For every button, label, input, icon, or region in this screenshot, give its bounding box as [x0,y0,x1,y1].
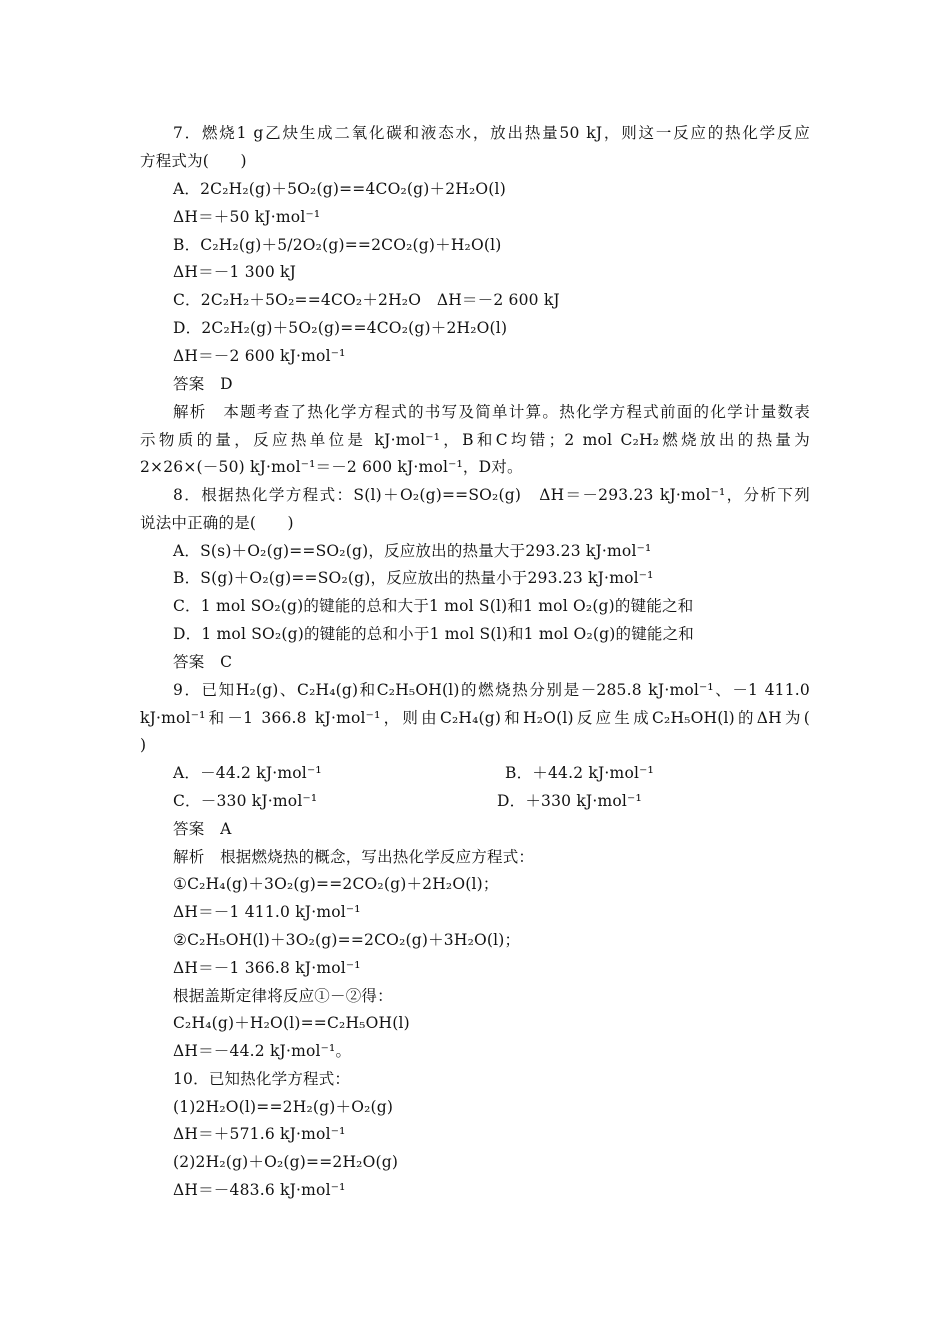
q9-stem-line-1: 9．已知H₂(g)、C₂H₄(g)和C₂H₅OH(l)的燃烧热分别是－285.8 kJ·mol⁻¹、－1 411.0 [173,681,810,699]
q9-equation-1-enthalpy: ΔH＝－1 411.0 kJ·mol⁻¹ [173,903,361,921]
q9-option-c: C．－330 kJ·mol⁻¹ [173,792,318,810]
q7-option-b: B．C₂H₂(g)＋5/2O₂(g)==2CO₂(g)＋H₂O(l) [173,236,502,254]
q7-analysis-line-3: 2×26×(－50) kJ·mol⁻¹＝－2 600 kJ·mol⁻¹，D对。 [140,458,523,476]
q7-stem-line-1: 7．燃烧1 g乙炔生成二氧化碳和液态水，放出热量50 kJ，则这一反应的热化学反应 [173,124,810,142]
q9-equation-2: ②C₂H₅OH(l)＋3O₂(g)==2CO₂(g)＋3H₂O(l)； [173,931,521,949]
q8-option-d: D．1 mol SO₂(g)的键能的总和小于1 mol S(l)和1 mol O₂(g)的键能之和 [173,625,694,643]
q8-option-b: B．S(g)＋O₂(g)==SO₂(g)，反应放出的热量小于293.23 kJ·mol⁻¹ [173,569,654,587]
q9-stem-line-2: kJ·mol⁻¹和－1 366.8 kJ·mol⁻¹，则由C₂H₄(g)和H₂O(l)反应生成C₂H₅OH(l)的ΔH为( [140,709,810,727]
q10-equation-1: (1)2H₂O(l)==2H₂(g)＋O₂(g) [173,1098,394,1116]
q8-option-a: A．S(s)＋O₂(g)==SO₂(g)，反应放出的热量大于293.23 kJ·mol⁻¹ [173,542,652,560]
q7-analysis-line-2: 示物质的量，反应热单位是 kJ·mol⁻¹，B和C均错；2 mol C₂H₂燃烧放出的热量为 [140,431,810,449]
q7-option-d: D．2C₂H₂(g)＋5O₂(g)==4CO₂(g)＋2H₂O(l) [173,319,508,337]
q7-option-a-enthalpy: ΔH＝＋50 kJ·mol⁻¹ [173,208,321,226]
q9-hess-law: 根据盖斯定律将反应①－②得： [173,987,393,1005]
q10-stem: 10．已知热化学方程式： [173,1070,351,1088]
q9-result-enthalpy: ΔH＝－44.2 kJ·mol⁻¹。 [173,1042,352,1060]
q9-analysis-line-1: 解析 根据燃烧热的概念，写出热化学反应方程式： [173,848,535,866]
q7-analysis-line-1: 解析 本题考查了热化学方程式的书写及简单计算。热化学方程式前面的化学计量数表 [173,403,810,421]
q9-result-equation: C₂H₄(g)＋H₂O(l)==C₂H₅OH(l) [173,1014,410,1032]
q10-equation-1-enthalpy: ΔH＝＋571.6 kJ·mol⁻¹ [173,1125,346,1143]
q9-option-d: D．＋330 kJ·mol⁻¹ [497,792,642,810]
q9-option-a: A．－44.2 kJ·mol⁻¹ [173,764,322,782]
q7-option-b-enthalpy: ΔH＝－1 300 kJ [173,263,297,281]
q7-stem-line-2: 方程式为( ) [140,152,247,170]
q9-equation-1: ①C₂H₄(g)＋3O₂(g)==2CO₂(g)＋2H₂O(l)； [173,875,499,893]
q8-stem-line-1: 8．根据热化学方程式：S(l)＋O₂(g)==SO₂(g) ΔH＝－293.23 kJ·mol⁻¹，分析下列 [173,486,810,504]
q10-equation-2: (2)2H₂(g)＋O₂(g)==2H₂O(g) [173,1153,399,1171]
q7-option-c: C．2C₂H₂＋5O₂==4CO₂＋2H₂O ΔH＝－2 600 kJ [173,291,560,309]
q8-answer: 答案 C [173,653,233,671]
q9-option-b: B．＋44.2 kJ·mol⁻¹ [505,764,654,782]
q7-answer: 答案 D [173,375,233,393]
q9-answer: 答案 A [173,820,232,838]
q7-option-a: A．2C₂H₂(g)＋5O₂(g)==4CO₂(g)＋2H₂O(l) [173,180,506,198]
q7-option-d-enthalpy: ΔH＝－2 600 kJ·mol⁻¹ [173,347,346,365]
q10-equation-2-enthalpy: ΔH＝－483.6 kJ·mol⁻¹ [173,1181,346,1199]
q9-equation-2-enthalpy: ΔH＝－1 366.8 kJ·mol⁻¹ [173,959,361,977]
q8-stem-line-2: 说法中正确的是( ) [140,514,294,532]
q8-option-c: C．1 mol SO₂(g)的键能的总和大于1 mol S(l)和1 mol O₂(g)的键能之和 [173,597,694,615]
q9-stem-line-3: ) [140,736,147,754]
